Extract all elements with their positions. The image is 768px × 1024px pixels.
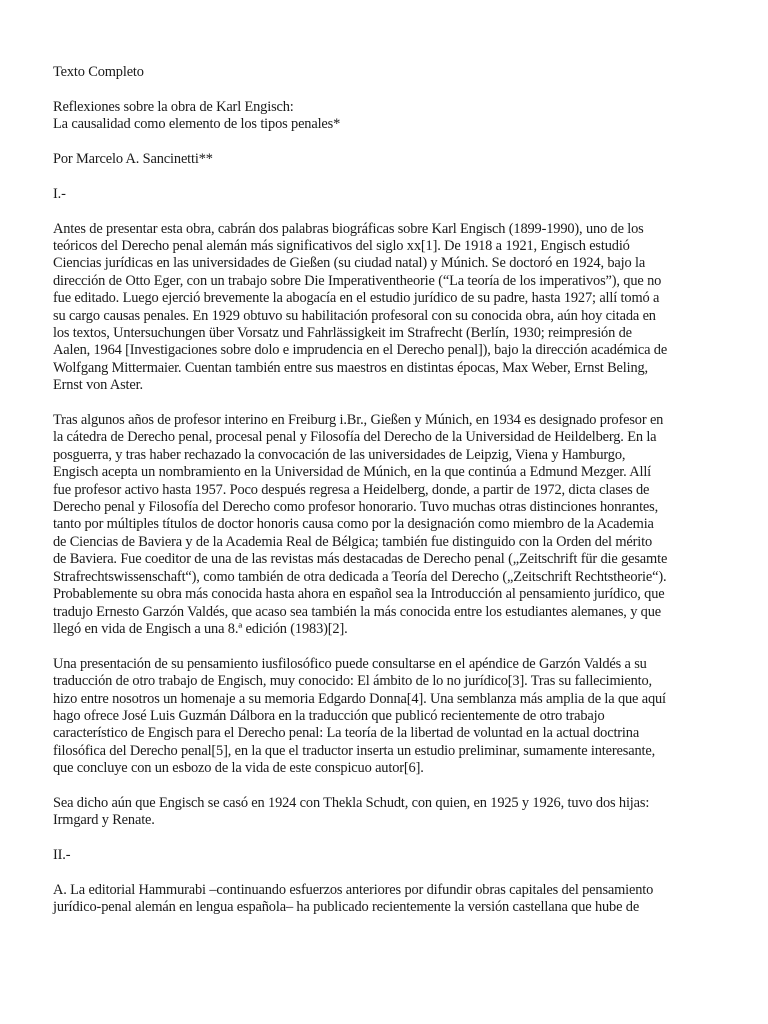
document-header: Texto Completo bbox=[53, 64, 144, 80]
paragraph-4: Sea dicho aún que Engisch se casó en 1924 con Thekla Schudt, con quien, en 1925 y 1926, tuvo dos hijas: Irmgard y Renate. bbox=[53, 794, 650, 829]
paragraph-5: A. La editorial Hammurabi –continuando esfuerzos anteriores por difundir obras capitales del pensamiento jurídico-penal alemán en lengua española– ha publicado recientemente la versión castellana que hube de bbox=[53, 881, 654, 916]
document-title bbox=[53, 99, 718, 134]
section-heading-2: II.- bbox=[53, 847, 71, 864]
paragraph-2: Tras algunos años de profesor interino en Freiburg i.Br., Gießen y Múnich, en 1934 es designado profesor en la cátedra de Derecho penal, procesal penal y Filosofía del Derecho de la Universidad de Heildelberg. En la posguerra, y tras haber rechazado la convocación de las universidades de Leipzig, Viena y Hamburgo, Engisch acepta un nombramiento en la Universidad de Múnich, en la que continúa a Edmund Mezger. Allí fue profesor activo hasta 1957. Poco después regresa a Heidelberg, donde, a partir de 1972, dicta clases de Derecho penal y Filosofía del Derecho como profesor honorario. Tuvo muchas otras distinciones honrantes, tanto por múltiples títulos de doctor honoris causa como por la designación como miembro de la Academia de Ciencias de Baviera y de la Academia Real de Bélgica; también fue distinguido con la Orden del mérito de Baviera. Fue coeditor de una de las revistas más destacadas de Derecho penal („Zeitschrift für die gesamte Strafrechtswissenschaft“), como también de otra dedicada a Teoría del Derecho („Zeitschrift Rechtstheorie“). Probablemente su obra más conocida hasta ahora en español sea la Introducción al pensamiento jurídico, que tradujo Ernesto Garzón Valdés, que acaso sea también la más conocida entre los estudiantes alemanes, y que llegó en vida de Engisch a una 8.ª edición (1983)[2]. bbox=[53, 412, 668, 637]
title-line-2: La causalidad como elemento de los tipos penales* bbox=[53, 116, 341, 133]
section-heading-1: I.- bbox=[53, 185, 66, 202]
title-line-1: Reflexiones sobre la obra de Karl Engisch: bbox=[53, 98, 294, 115]
document-page bbox=[53, 64, 718, 934]
paragraph-1: Antes de presentar esta obra, cabrán dos palabras biográficas sobre Karl Engisch (1899-1990), uno de los teóricos del Derecho penal alemán más significativos del siglo xx[1]. De 1918 a 1921, Engisch estudió Ciencias jurídicas en las universidades de Gießen (su ciudad natal) y Múnich. Se doctoró en 1924, bajo la dirección de Otto Eger, con un trabajo sobre Die Imperativentheorie (“La teoría de los imperativos”), que no fue editado. Luego ejerció brevemente la abogacía en el estudio jurídico de su padre, hasta 1927; allí tomó a su cargo causas penales. En 1929 obtuvo su habilitación profesoral con su conocida obra, aún hoy citada en los textos, Untersuchungen über Vorsatz und Fahrlässigkeit im Strafrecht (Berlín, 1930; reimpresión de Aalen, 1964 [Investigaciones sobre dolo e imprudencia en el Derecho penal]), bajo la dirección académica de Wolfgang Mittermaier. Cuentan también entre sus maestros en distintas épocas, Max Weber, Ernst Beling, Ernst von Aster. bbox=[53, 220, 668, 394]
paragraph-3: Una presentación de su pensamiento iusfilosófico puede consultarse en el apéndice de Garzón Valdés a su traducción de otro trabajo de Engisch, muy conocido: El ámbito de lo no jurídico[3]. Tras su fallecimiento, hizo entre nosotros un homenaje a su memoria Edgardo Donna[4]. Una semblanza más amplia de la que aquí hago ofrece José Luis Guzmán Dálbora en la traducción que publicó recientemente de otro trabajo característico de Engisch para el Derecho penal: La teoría de la libertad de voluntad en la actual doctrina filosófica del Derecho penal[5], en la que el traductor inserta un estudio preliminar, sumamente interesante, que concluye con un esbozo de la vida de este conspicuo autor[6]. bbox=[53, 655, 666, 777]
document-author: Por Marcelo A. Sancinetti** bbox=[53, 151, 213, 167]
